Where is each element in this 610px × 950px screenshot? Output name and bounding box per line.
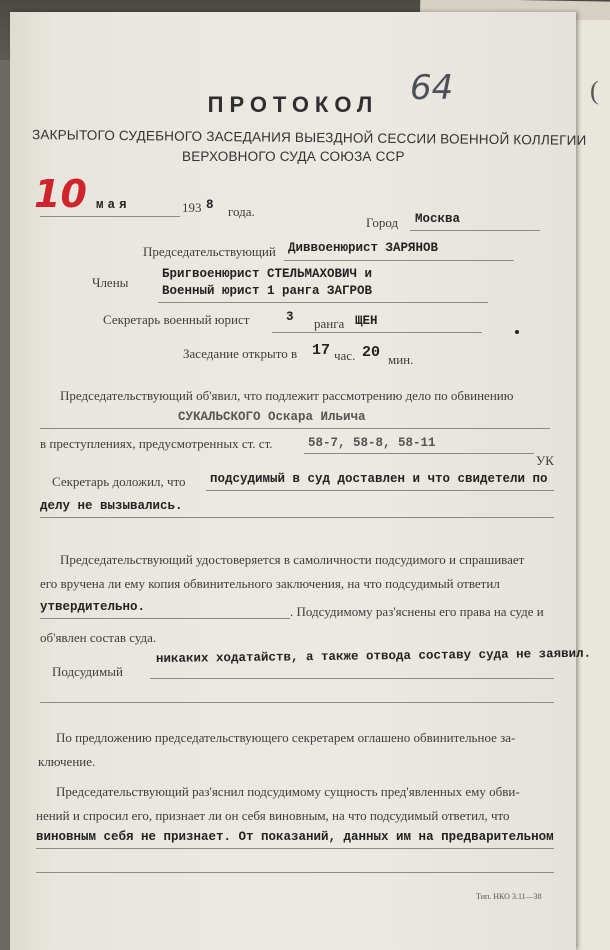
- date-year-prefix: 193: [182, 200, 202, 215]
- opened-label: Заседание открыто в: [183, 346, 298, 361]
- city-label: Город: [366, 215, 399, 230]
- secretary-rank: 3: [286, 310, 294, 324]
- defendant-motion-typed: никаких ходатайств, а также отвода составу суда не заявил.: [155, 646, 592, 666]
- edge-mark: (: [590, 76, 599, 105]
- indictment-paragraph-line-2: ключение.: [38, 754, 96, 769]
- p2-line-2: [40, 517, 554, 518]
- secretary-reported-label: Секретарь доложил, что: [52, 474, 186, 489]
- articles-line: [304, 453, 534, 454]
- plea-line-1: [36, 848, 554, 849]
- p4-line-2: [40, 702, 554, 703]
- identity-paragraph-line-2: его вручена ли ему копия обвинительного заключения, на что подсудимый ответил: [40, 576, 500, 591]
- defendant-name: СУКАЛЬСКОГО Оскара Ильича: [178, 410, 366, 424]
- plea-line-2: [36, 872, 554, 873]
- page-number-handwritten: 64: [410, 68, 454, 108]
- secretary-name: ЩЕН: [355, 314, 378, 328]
- printer-footer: Тип. НКО 3.11—38: [476, 892, 542, 901]
- secretary-rank-label: ранга: [314, 316, 345, 331]
- plea-paragraph-line-1: Председательствующий раз'яснил подсудимому сущность пред'явленных ему обви-: [56, 784, 520, 799]
- document-title: ПРОТОКОЛ: [207, 92, 379, 117]
- secretary-line: [272, 332, 482, 333]
- members-line: [158, 302, 488, 303]
- members-label: Члены: [92, 275, 129, 290]
- opened-min: 20: [362, 344, 381, 361]
- defendant-motion-label: Подсудимый: [52, 664, 123, 679]
- indictment-paragraph-line-1: По предложению председательствующего секретарем оглашено обвинительное за-: [56, 730, 516, 745]
- date-year-digit: 8: [206, 198, 214, 212]
- crimes-label: в преступлениях, предусмотренных ст. ст.: [40, 436, 273, 451]
- chair-line: [284, 260, 514, 261]
- protocol-page: [10, 12, 592, 950]
- subtitle-line-1: ЗАКРЫТОГО СУДЕБНОГО ЗАСЕДАНИЯ ВЫЕЗДНОЙ СЕССИИ ВОЕННОЙ КОЛЛЕГИИ: [31, 127, 587, 148]
- opened-hour: 17: [312, 342, 331, 359]
- plea-answer-typed: виновным себя не признает. От показаний, данных им на предварительном: [36, 830, 554, 844]
- identity-paragraph-line-1: Председательствующий удостоверяется в самоличности подсудимого и спрашивает: [60, 552, 525, 567]
- city-line: [410, 230, 540, 231]
- identity-answer-line: [40, 618, 290, 619]
- member-1: Бригвоенюрист СТЕЛЬМАХОВИЧ и: [162, 267, 373, 281]
- p4-line-1: [150, 678, 554, 679]
- date-month: мая: [96, 198, 131, 212]
- secretary-label: Секретарь военный юрист: [103, 312, 250, 327]
- articles-value: 58-7, 58-8, 58-11: [308, 436, 436, 450]
- chair-value: Диввоенюрист ЗАРЯНОВ: [288, 241, 439, 255]
- identity-paragraph-line-3: . Подсудимому раз'яснены его права на суде и: [290, 604, 544, 619]
- p2-line-1: [206, 490, 554, 491]
- subtitle-line-2: ВЕРХОВНОГО СУДА СОЮЗА ССР: [182, 149, 405, 164]
- plea-paragraph-line-2: нений и спросил его, признает ли он себя виновным, на что подсудимый ответил, что: [36, 808, 510, 823]
- city-value: Москва: [415, 212, 461, 226]
- accusation-paragraph: Председательствующий об'явил, что подлежит рассмотрению дело по обвинению: [60, 388, 514, 403]
- defendant-line: [40, 428, 550, 429]
- red-date-mark: 10: [34, 172, 87, 216]
- date-month-line: [40, 216, 180, 217]
- identity-paragraph-line-4: об'явлен состав суда.: [40, 630, 157, 645]
- chair-label: Председательствующий: [143, 244, 276, 259]
- ink-dot: [515, 330, 519, 334]
- opened-hour-label: час.: [334, 348, 356, 363]
- secretary-reported-typed-2: делу не вызывались.: [40, 499, 183, 513]
- uk-label: УК: [536, 453, 554, 468]
- secretary-reported-typed-1: подсудимый в суд доставлен и что свидетели по: [210, 472, 548, 486]
- date-suffix: года.: [228, 204, 255, 219]
- member-2: Военный юрист 1 ранга ЗАГРОВ: [162, 284, 373, 298]
- opened-min-label: мин.: [388, 352, 414, 367]
- identity-answer-typed: утвердительно.: [40, 600, 146, 614]
